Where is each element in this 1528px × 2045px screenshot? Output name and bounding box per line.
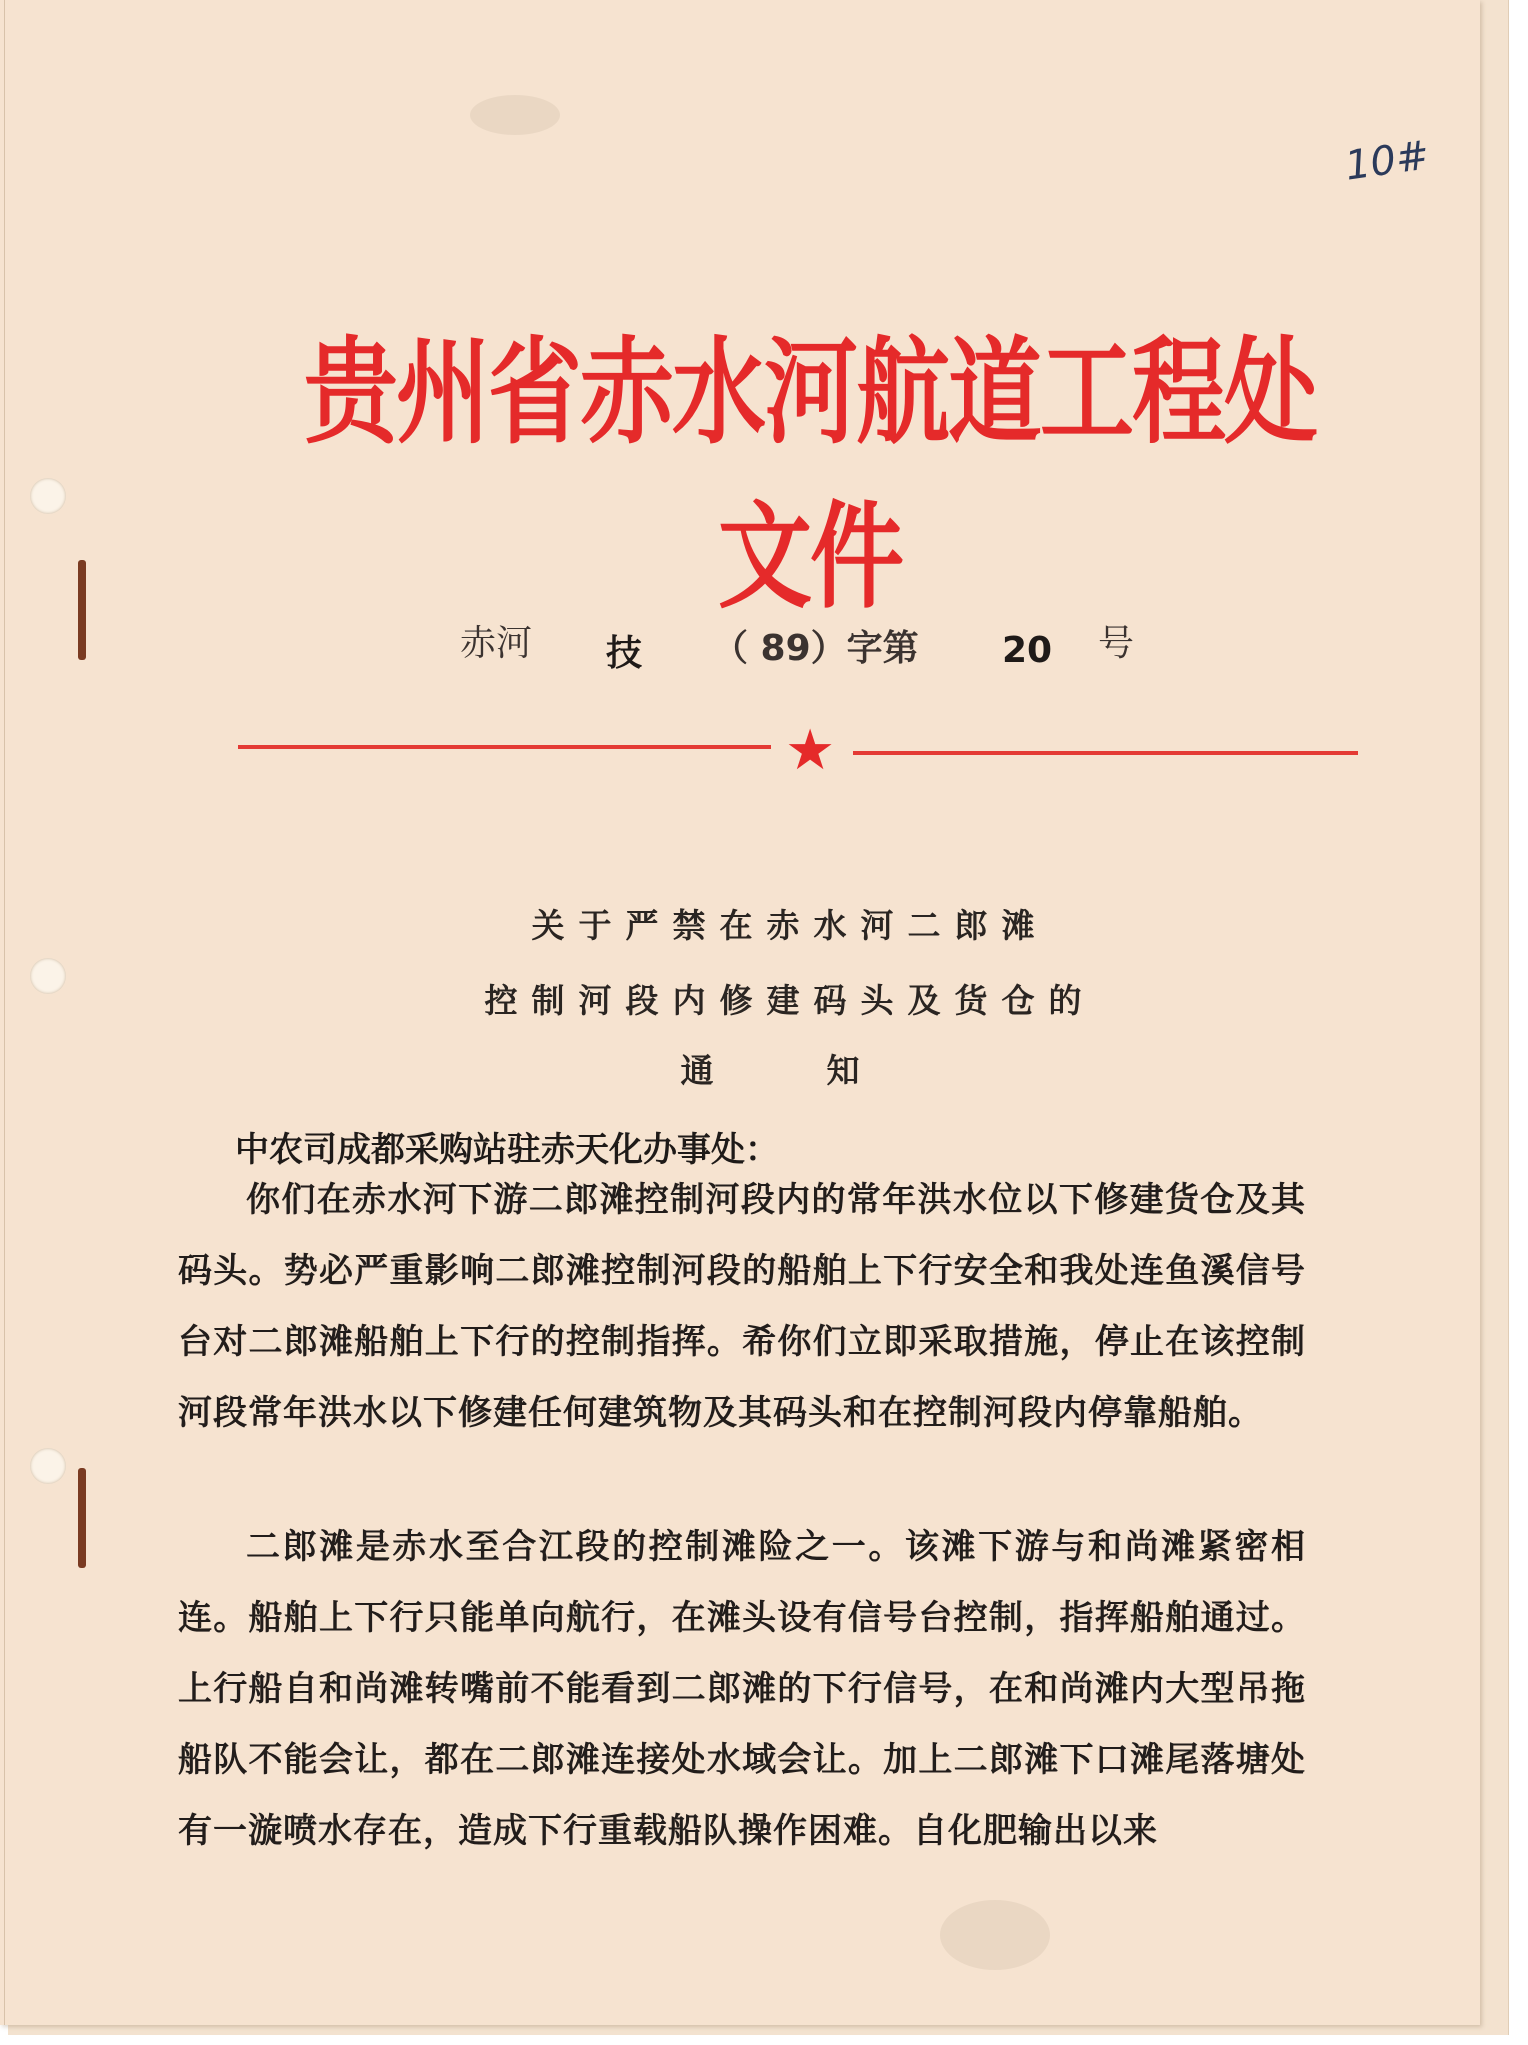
document-header-title: 贵州省赤水河航道工程处文件 <box>303 326 1316 625</box>
punch-hole <box>30 958 66 994</box>
punch-hole <box>30 478 66 514</box>
addressee: 中农司成都采购站驻赤天化办事处： <box>235 1130 779 1170</box>
doc-year: （ 89）字第 <box>712 628 919 669</box>
subject-line-2: 控制河段内修建码头及货仓的 <box>484 981 1096 1020</box>
red-rule-left <box>238 745 771 749</box>
doc-type: 技 <box>606 633 643 674</box>
subject-line-3: 通 知 <box>680 1051 900 1090</box>
punch-hole <box>30 1448 66 1484</box>
body-paragraph-1: 你们在赤水河下游二郎滩控制河段内的常年洪水位以下修建货仓及其码头。势必严重影响二郎滩控制河段的船舶上下行安全和我处连鱼溪信号台对二郎滩船舶上下行的控制指挥。希你们立即采取措施，停止在该控制河段常年洪水以下修建任何建筑物及其码头和在控制河段内停靠船舶。 <box>178 1180 1306 1433</box>
subject-line-1: 关于严禁在赤水河二郎滩 <box>531 906 1049 945</box>
staple <box>78 1468 86 1568</box>
stain <box>470 95 560 135</box>
staple <box>78 560 86 660</box>
doc-prefix: 赤河 <box>460 623 533 664</box>
handwritten-number: 10# <box>1342 132 1433 190</box>
body-paragraph-2: 二郎滩是赤水至合江段的控制滩险之一。该滩下游与和尚滩紧密相连。船舶上下行只能单向航行，在滩头设有信号台控制，指挥船舶通过。上行船自和尚滩转嘴前不能看到二郎滩的下行信号，在和尚滩内大型吊拖船队不能会让，都在二郎滩连接处水域会让。加上二郎滩下口滩尾落塘处有一漩喷水存在，造成下行重载船队操作困难。自化肥输出以来 <box>178 1527 1306 1851</box>
red-rule-right <box>853 751 1358 755</box>
stain <box>940 1900 1050 1970</box>
doc-number: 20 <box>1002 630 1053 671</box>
page-edge <box>4 0 5 2025</box>
red-star-icon: ★ <box>785 718 836 783</box>
doc-suffix: 号 <box>1098 623 1135 664</box>
